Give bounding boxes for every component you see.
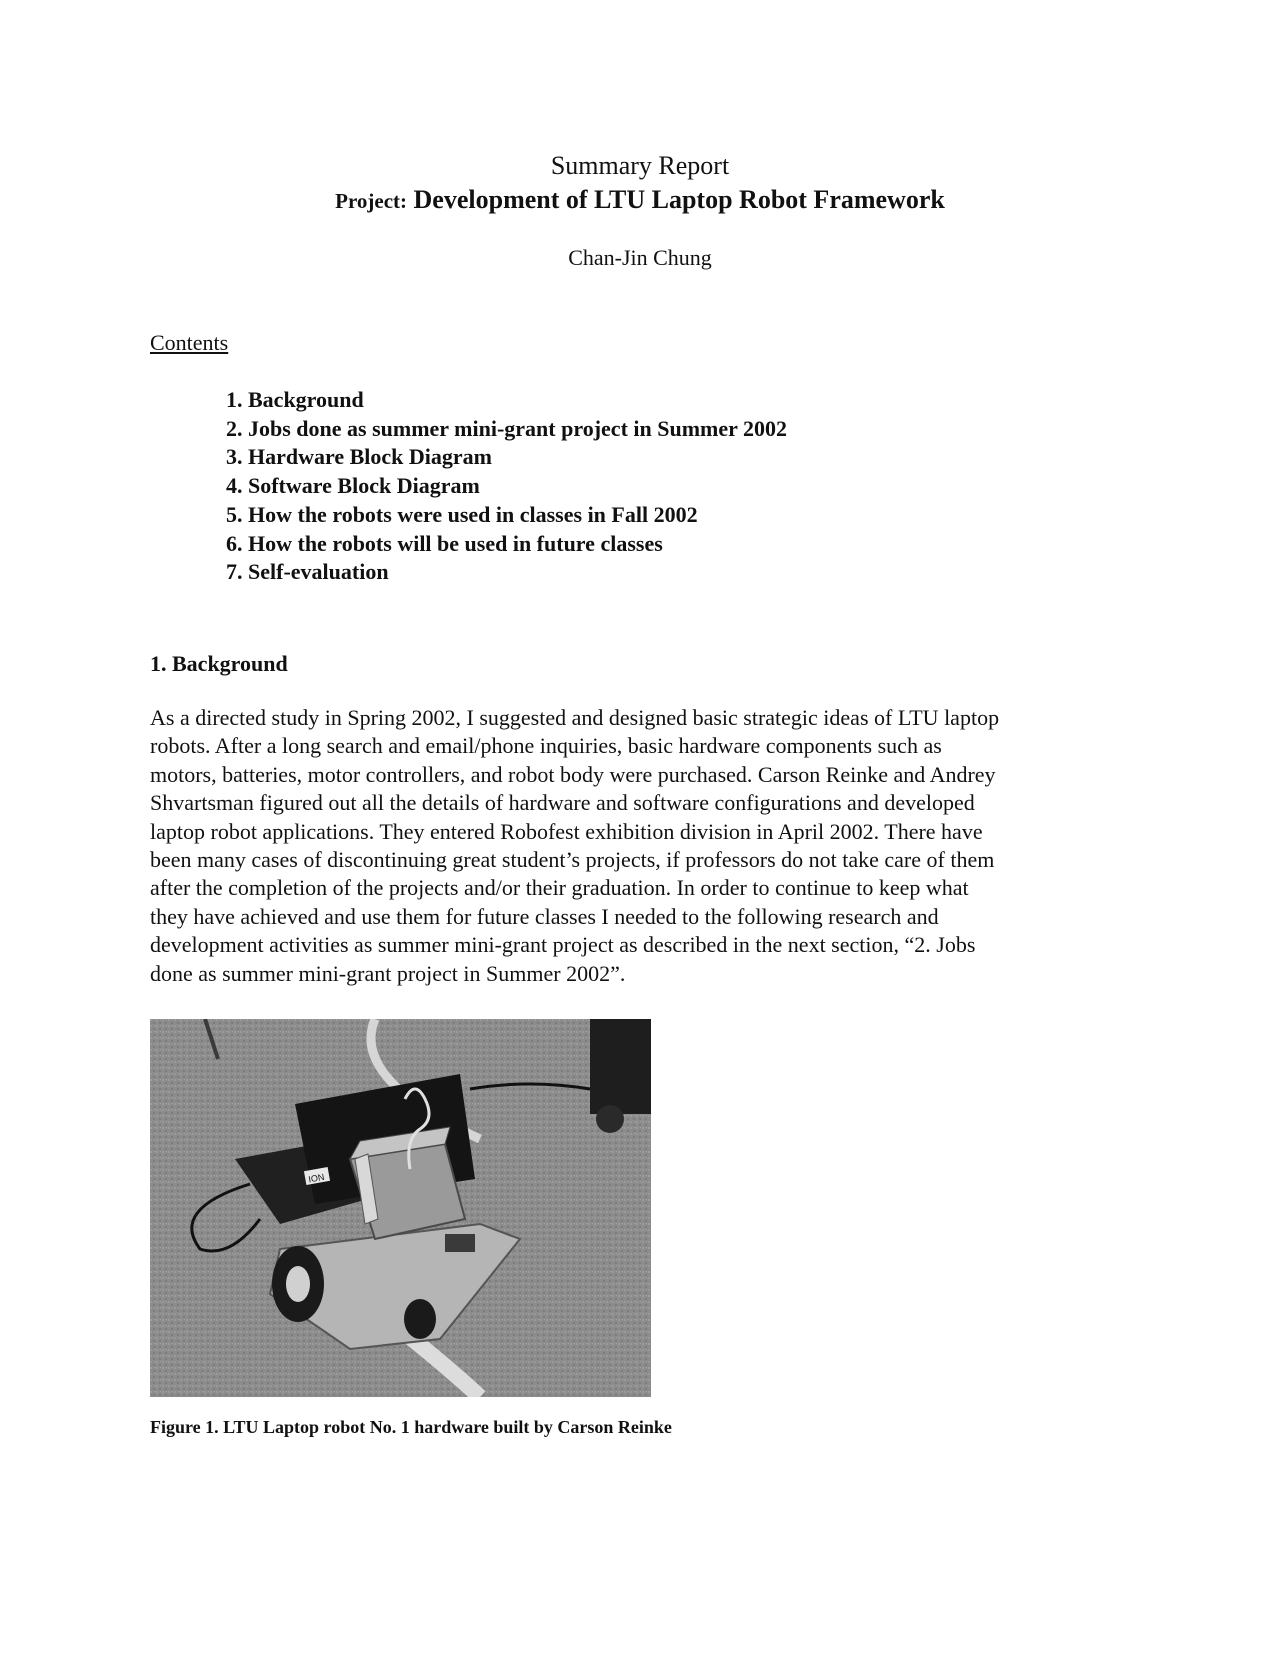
- toc-item: 7. Self-evaluation: [226, 559, 389, 585]
- toc-item: 6. How the robots will be used in future classes: [226, 530, 663, 556]
- paragraph-line: been many cases of discontinuing great student’s projects, if professors do not take care of them: [150, 847, 995, 873]
- report-title: Summary Report: [550, 151, 730, 180]
- paragraph-line: laptop robot applications. They entered Robofest exhibition division in April 2002. There have: [150, 818, 983, 844]
- paragraph-line: done as summer mini-grant project in Summer 2002”.: [150, 960, 626, 986]
- toc-item: 2. Jobs done as summer mini-grant project in Summer 2002: [226, 415, 787, 441]
- laptop-sticker-text: ION: [307, 1171, 326, 1185]
- figure-caption: Figure 1. LTU Laptop robot No. 1 hardware built by Carson Reinke: [150, 1417, 672, 1437]
- author-name: Chan-Jin Chung: [568, 245, 712, 270]
- project-title: Development of LTU Laptop Robot Framework: [413, 185, 945, 214]
- toc-item: 5. How the robots were used in classes in Fall 2002: [226, 501, 698, 527]
- robot-wheel: [404, 1299, 436, 1339]
- paragraph-line: they have achieved and use them for future classes I needed to the following research and: [150, 903, 939, 929]
- wheel-hub: [286, 1266, 310, 1302]
- paragraph-line: motors, batteries, motor controllers, and robot body were purchased. Carson Reinke and Andrey: [150, 761, 996, 787]
- project-title-line: [0, 184, 1280, 217]
- robot-photo: [150, 1019, 651, 1397]
- project-label: Project:: [335, 189, 408, 213]
- paragraph-line: As a directed study in Spring 2002, I suggested and designed basic strategic ideas of LTU laptop: [150, 705, 1000, 730]
- cart-wheel: [596, 1105, 624, 1133]
- robot-photo-illustration: [150, 1019, 651, 1397]
- equipment-cart: [590, 1019, 651, 1114]
- paragraph-line: development activities as summer mini-grant project as described in the next section, “2. Jobs: [150, 932, 976, 958]
- toc-item: 4. Software Block Diagram: [226, 473, 480, 499]
- background-paragraph: [150, 704, 1150, 988]
- paragraph-line: Shvartsman figured out all the details of hardware and software configurations and developed: [150, 790, 975, 816]
- toc-item: 1. Background: [226, 387, 364, 412]
- toc-item: 3. Hardware Block Diagram: [226, 444, 493, 470]
- section-heading-background: 1. Background: [150, 651, 288, 676]
- table-of-contents: [226, 386, 787, 587]
- contents-heading: Contents: [150, 330, 229, 355]
- circuit-board: [445, 1234, 475, 1252]
- paragraph-line: after the completion of the projects and/or their graduation. In order to continue to keep what: [150, 875, 969, 901]
- paragraph-line: robots. After a long search and email/phone inquiries, basic hardware components such as: [150, 733, 942, 759]
